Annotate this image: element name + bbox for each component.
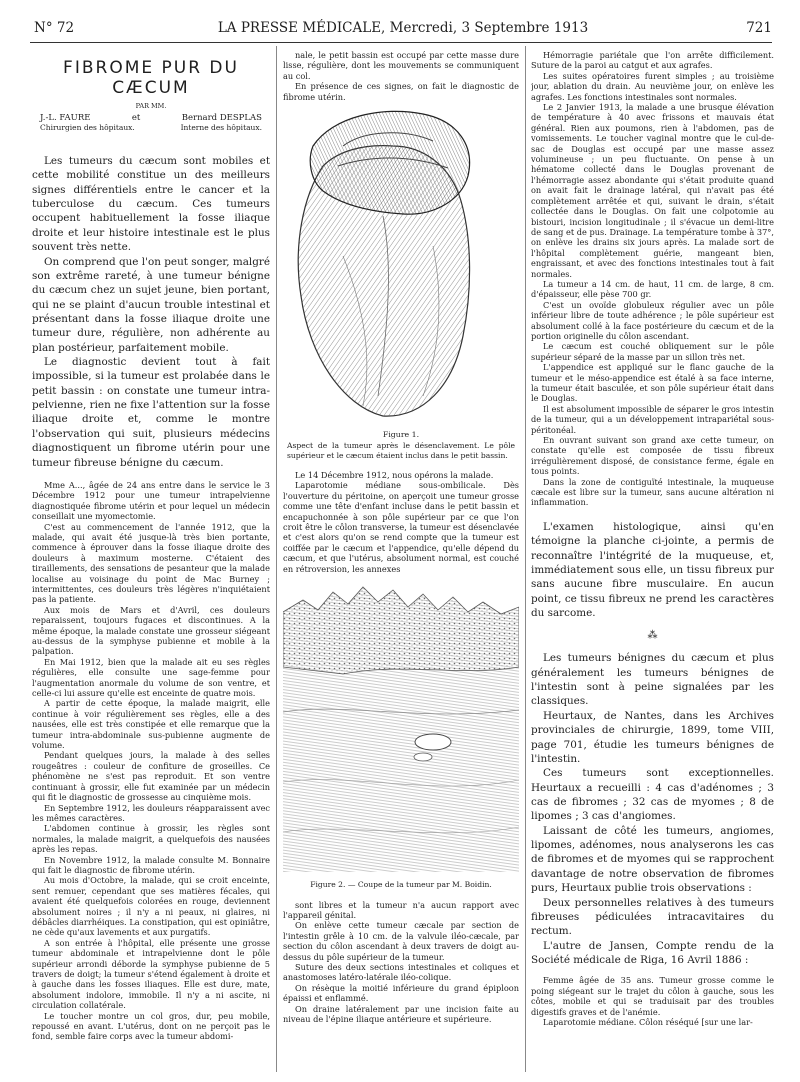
paragraph: A partir de cette époque, la malade maigrit, elle continue à voir régulièrement ses règles, elle a des nausées, elle est très constipée et elle remarque que la tumeur intra-abdominale sus-pubienne augmente de volume.	[32, 698, 270, 751]
author-name: J.-L. FAURE	[40, 113, 91, 123]
paragraph: On draine latéralement par une incision faite au niveau de l'épine iliaque antérieure et supérieure.	[283, 1003, 519, 1025]
paragraph: A son entrée à l'hôpital, elle présente une grosse tumeur abdominale et intrapelvienne dont le pôle supérieur arrondi déborde la symphyse pubienne de 5 travers de doigt; la tumeur s'étend également à droite et à gauche dans les fosses iliaques. Elle est dure, mate, absolument indolore, immobile. Il n'y a ni ascite, ni circulation collatérale.	[32, 937, 270, 1011]
issue-number: N° 72	[34, 20, 75, 36]
column-2	[283, 50, 519, 1074]
paragraph: Le diagnostic devient tout à fait impossible, si la tumeur est prolabée dans le petit bassin : on constate une tumeur intra-pelvienne, rien ne fixe l'attention sur la fosse iliaque droite et, comme le montre l'observation qui suit, plusieurs médecins diagnostiquent un fibrome utérin pour une tumeur fibreuse bénigne du cæcum.	[32, 356, 270, 469]
paragraph: Pendant quelques jours, la malade à des selles rougeâtres : couleur de confiture de groseilles. Ce phénomène ne s'est pas reproduit. Et son ventre continuant à grossir, elle fut examinée par un médecin qui fit le diagnostic de grossesse au cinquième mois.	[32, 750, 270, 803]
paragraph: sont libres et la tumeur n'a aucun rapport avec l'appareil génital.	[283, 899, 519, 920]
paragraph: En Mai 1912, bien que la malade ait eu ses règles régulières, elle consulte une sage-femme pour l'augmentation anormale du volume de son ventre, et celle-ci lui assure qu'elle est enceinte de quatre mois.	[32, 656, 270, 699]
paragraph: Il est absolument impossible de séparer le gros intestin de la tumeur, qui a un développement intrapariétal sous-péritonéal.	[531, 403, 774, 435]
column-1	[32, 50, 270, 1074]
paragraph: Femme âgée de 35 ans. Tumeur grosse comme le poing siégeant sur le trajet du côlon à gauche, sous les côtes, mobile et qui se traduisait par des troubles digestifs graves et de l'anémie.	[531, 975, 774, 1017]
authors	[32, 113, 270, 123]
paragraph: nale, le petit bassin est occupé par cette masse dure lisse, régulière, dont les mouvements se communiquent au col.	[283, 50, 519, 81]
column-text	[283, 470, 519, 574]
intro-text	[32, 154, 270, 470]
paragraph: Ces tumeurs sont exceptionnelles. Heurtaux a recueilli : 4 cas d'adénomes ; 3 cas de fibromes ; 32 cas de myomes ; 8 de lipomes ; 3 cas d'angiomes.	[531, 767, 774, 823]
paragraph: Laissant de côté les tumeurs, angiomes, lipomes, adénomes, nous analyserons les cas de fibromes et de myomes qui se rapprochent davantage de notre observation de fibromes purs, Heurtaux publie trois observations :	[531, 824, 774, 895]
paragraph: L'abdomen continue à grossir, les règles sont normales, la malade maigrit, a quelquefois des nausées après les repas.	[32, 823, 270, 855]
paragraph: La tumeur a 14 cm. de haut, 11 cm. de large, 8 cm. d'épaisseur, elle pèse 700 gr.	[531, 278, 774, 300]
paragraph: On comprend que l'on peut songer, malgré son extrême rareté, à une tumeur bénigne du cæcum chez un sujet jeune, bien portant, qui ne se plaint d'aucun trouble intestinal et présentant dans la fosse iliaque droite une tumeur dure, régulière, non adhérente au plan postérieur, parfaitement mobile.	[32, 255, 270, 354]
paragraph: En présence de ces signes, on fait le diagnostic de fibrome utérin.	[283, 81, 519, 102]
section-separator: ⁂	[647, 630, 658, 642]
paragraph: On résèque la moitié inférieure du grand épiploon épaissi et enflammé.	[283, 982, 519, 1004]
column-text	[531, 520, 774, 621]
paragraph: Mme A..., âgée de 24 ans entre dans le service le 3 Décembre 1912 pour une tumeur intrapelvienne diagnostiquée fibrome utérin et pour lequel un médecin conseillait une myomectomie.	[32, 479, 270, 522]
paragraph: En ouvrant suivant son grand axe cette tumeur, on constate qu'elle est composée de tissu fibreux irrégulièrement disposé, de consistance ferme, égale en tous points.	[531, 435, 774, 477]
figure-1-caption: Aspect de la tumeur après le désenclavement. Le pôle supérieur et le cæcum étaient inclus dans le petit bassin.	[287, 441, 515, 460]
author-name: Bernard DESPLAS	[181, 113, 262, 123]
paragraph: Les suites opératoires furent simples ; au troisième jour, ablation du drain. Au neuvième jour, on enlève les agrafes. Les fonctions intestinales sont normales.	[531, 70, 774, 102]
paragraph: Le cæcum est couché obliquement sur le pôle supérieur séparé de la masse par un sillon très net.	[531, 341, 774, 362]
column-text	[531, 651, 774, 967]
header-rule	[30, 42, 772, 43]
paragraph: Laparotomie médiane sous-ombilicale. Dès l'ouverture du péritoine, on aperçoit une tumeur grosse comme une tête d'enfant incluse dans le petit bassin et encapuchonnée à son pôle supérieur par ce que l'on croit être le côlon transverse, la tumeur est désenclavée et c'est alors qu'on se rend compte que la tumeur est coiffée par le cæcum et l'appendice, qu'elle dépend du cæcum, et que l'utérus, absolument normal, est couché en rétroversion, les annexes	[283, 480, 519, 574]
byline-par: PAR MM.	[135, 102, 167, 110]
column-text	[531, 50, 774, 508]
column-divider	[276, 46, 277, 1072]
paragraph: C'est au commencement de l'année 1912, que la malade, qui avait été jusque-là très bien portante, commence à éprouver dans la fosse iliaque droite des douleurs à maximum mosterne. C'étaient des tiraillements, des sensations de pesanteur que la malade localise au voisinage du point de Mac Burney ; intermittentes, ces douleurs très légères n'inquiétaient pas la patiente.	[32, 521, 270, 605]
paragraph: Laparotomie médiane. Côlon réséqué [sur une lar-	[543, 1016, 753, 1027]
article-title: FIBROME PUR DU CÆCUM	[63, 58, 239, 98]
column-text	[283, 50, 519, 102]
paragraph: Suture des deux sections intestinales et coliques et anastomoses latéro-latérale iléo-colique.	[283, 961, 519, 983]
author-conjunction: et	[131, 113, 141, 123]
figure-1-label: Figure 1.	[382, 430, 420, 440]
paragraph: C'est un ovoïde globuleux régulier avec un pôle inférieur libre de toute adhérence ; le pôle supérieur est absolument collé à la face postérieure du cæcum et de la portion originelle du côlon ascendant.	[531, 299, 774, 341]
column-3	[531, 50, 774, 1074]
figure-2-caption: Figure 2. — Coupe de la tumeur par M. Boidin.	[310, 880, 492, 890]
paragraph: Le 2 Janvier 1913, la malade a une brusque élévation de température à 40 avec frissons et mauvais état général. Rien aux poumons, rien à l'abdomen, pas de vomissements. Le toucher vaginal montre que le cul-de-sac de Douglas est occupé par une masse assez volumineuse ; un peu fluctuante. On pense à un hématome collecté dans le Douglas provenant de l'hémorragie assez abondante qui s'était produite quand on avait fait le drainage latéral, qui n'avait pas été complètement arrêtée et qui, suivant le drain, s'était collectée dans le Douglas. On fait une colpotomie au bistouri, incision longitudinale ; il s'évacue un demi-litre de sang et de pus. Drainage. La température tombe à 37°, on enlève les drains six jours après. La malade sort de l'hôpital complètement guérie, mangeant bien, engraissant, et avec des fonctions intestinales tout à fait normales.	[531, 102, 774, 279]
observation-text	[32, 480, 270, 1042]
paragraph: L'autre de Jansen, Compte rendu de la Société médicale de Riga, 16 Avril 1886 :	[531, 939, 774, 966]
affiliations	[32, 123, 270, 132]
page-header	[34, 20, 772, 40]
column-divider	[525, 46, 526, 1072]
paragraph: L'appendice est appliqué sur le flanc gauche de la tumeur et le méso-appendice est étalé à sa face interne, la tumeur était basculée, et son pôle supérieur était dans le Douglas.	[531, 362, 774, 404]
paragraph: On enlève cette tumeur cæcale par section de l'intestin grêle à 10 cm. de la valvule iléo-cæcale, par section du côlon ascendant à deux travers de doigt au-dessus du pôle supérieur de la tumeur.	[283, 920, 519, 962]
paragraph: Au mois d'Octobre, la malade, qui se croit enceinte, sent remuer, cependant que ses matières fécales, qui avaient été quelquefois colorées en rouge, deviennent absolument noires ; il n'y a ni peaux, ni glaires, ni débâcles diarrhéiques. La constipation, qui est opiniâtre, ne cède qu'aux lavements et aux purgatifs.	[32, 875, 270, 938]
publication-line: LA PRESSE MÉDICALE, Mercredi, 3 Septembre 1913	[217, 20, 589, 36]
paragraph: En Septembre 1912, les douleurs réapparaissent avec les mêmes caractères.	[32, 802, 270, 823]
figure-2-histology-plate	[283, 582, 519, 872]
paragraph: Hémorragie pariétale que l'on arrête difficilement. Suture de la paroi au catgut et aux agrafes.	[531, 50, 774, 71]
paragraph: Aux mois de Mars et d'Avril, ces douleurs reparaissent, toujours fugaces et discontinues. A la même époque, la malade constate une grosseur siégeant au-dessus de la symphyse pubienne et mobile à la palpation.	[32, 604, 270, 657]
column-text	[531, 975, 774, 1027]
paragraph: En Novembre 1912, la malade consulte M. Bonnaire qui fait le diagnostic de fibrome utérin.	[32, 854, 270, 875]
paragraph: Le toucher montre un col gros, dur, peu mobile, repoussé en avant. L'utérus, dont on ne perçoit pas le fond, semble faire corps avec la tumeur abdomi-	[32, 1010, 270, 1042]
paragraph: Heurtaux, de Nantes, dans les Archives provinciales de chirurgie, 1899, tome VIII, page 701, étudie les tumeurs bénignes de l'intestin.	[531, 709, 774, 765]
paragraph: Deux personnelles relatives à des tumeurs fibreuses pédiculées intracavitaires du rectum.	[531, 896, 774, 938]
paragraph: Les tumeurs du cæcum sont mobiles et cette mobilité constitue un des meilleurs signes différentiels entre le cancer et la tuberculose du cæcum. Ces tumeurs occupent habituellement la fosse iliaque droite et leur histoire intestinale est le plus souvent très nette.	[32, 155, 270, 254]
paragraph: Le 14 Décembre 1912, nous opérons la malade.	[295, 470, 494, 480]
affiliation: Interne des hôpitaux.	[180, 123, 262, 132]
column-text	[283, 900, 519, 1025]
page-number: 721	[746, 20, 772, 36]
paragraph: L'examen histologique, ainsi qu'en témoigne la planche ci-jointe, a permis de reconnaître l'intégrité de la muqueuse, et, immédiatement sous elle, un tissu fibreux pur sans aucune fibre musculaire. En aucun point, ce tissu fibreux ne prend les caractères du sarcome.	[531, 520, 774, 620]
paragraph: Dans la zone de contiguïté intestinale, la muqueuse cæcale est libre sur la tumeur, sans aucune altération ni inflammation.	[531, 476, 774, 508]
paragraph: Les tumeurs bénignes du cæcum et plus généralement les tumeurs bénignes de l'intestin sont à peine signalées par les classiques.	[531, 652, 774, 708]
affiliation: Chirurgien des hôpitaux.	[40, 123, 135, 132]
figure-1-tumor-illustration	[283, 106, 479, 422]
